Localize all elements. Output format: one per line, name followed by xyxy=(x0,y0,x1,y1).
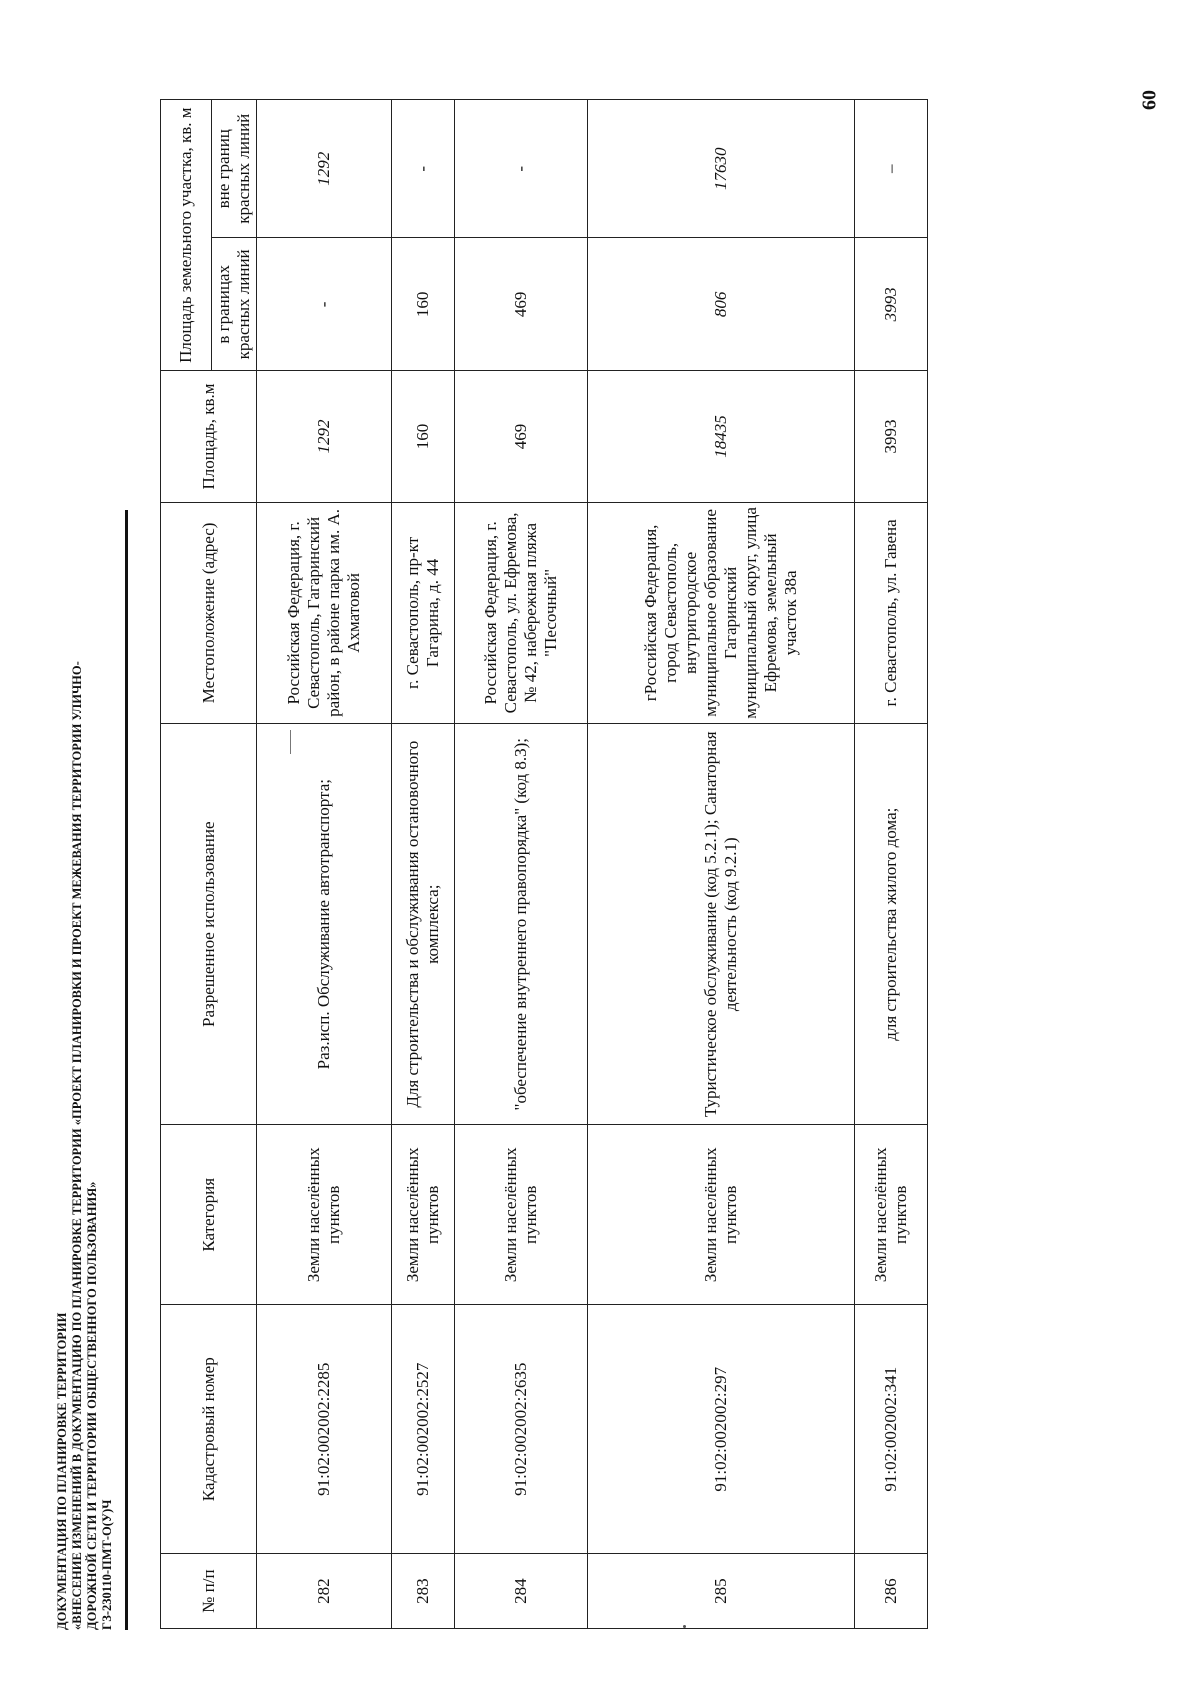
cell-cadastral: 91:02:002002:297 xyxy=(588,1305,855,1554)
cell-num: 285 xyxy=(588,1554,855,1629)
header-divider xyxy=(125,510,128,1630)
header-outside-red-lines: вне границ красных линий xyxy=(212,100,257,238)
cell-outside: - xyxy=(392,100,455,238)
cell-area: 1292 xyxy=(257,371,392,502)
page-number: 60 xyxy=(1138,90,1161,110)
cell-permitted-use: для строительства жилого дома; xyxy=(855,724,928,1125)
header-permitted-use: Разрешенное использование xyxy=(161,724,257,1125)
cell-location: гРоссийская Федерация, город Севастополь, внутригородское муниципальное образование Гагаринский муниципальный округ, улица Ефремова, земельный участок 38а xyxy=(588,502,855,723)
cell-permitted-use: "обеспечение внутреннего правопорядка" (код 8.3); xyxy=(455,724,588,1125)
table-row xyxy=(588,100,855,1629)
cell-within: - xyxy=(257,238,392,371)
rotated-document-page xyxy=(55,80,1155,1630)
header-num: № п/п xyxy=(161,1554,257,1629)
header-category: Категория xyxy=(161,1125,257,1305)
cell-area: 160 xyxy=(392,371,455,502)
cell-area: 469 xyxy=(455,371,588,502)
table-row xyxy=(392,100,455,1629)
cell-cadastral: 91:02:002002:341 xyxy=(855,1305,928,1554)
cell-cadastral: 91:02:002002:2635 xyxy=(455,1305,588,1554)
cell-within: 160 xyxy=(392,238,455,371)
cell-cadastral: 91:02:002002:2527 xyxy=(392,1305,455,1554)
cell-location: г. Севастополь, пр-кт Гагарина, д. 44 xyxy=(392,502,455,723)
cell-category: Земли населённых пунктов xyxy=(455,1125,588,1305)
cell-outside: - xyxy=(455,100,588,238)
cell-category: Земли населённых пунктов xyxy=(588,1125,855,1305)
cell-category: Земли населённых пунктов xyxy=(855,1125,928,1305)
header-line-2: «ВНЕСЕНИЕ ИЗМЕНЕНИЙ В ДОКУМЕНТАЦИЮ ПО ПЛАНИРОВКЕ ТЕРРИТОРИИ «ПРОЕКТ ПЛАНИРОВКИ И ПРОЕКТ МЕЖЕВАНИЯ ТЕРРИТОРИИ УЛИЧНО- xyxy=(70,661,84,1630)
cell-num: 284 xyxy=(455,1554,588,1629)
cell-permitted-use: Туристическое обслуживание (код 5.2.1); Санаторная деятельность (код 9.2.1) xyxy=(588,724,855,1125)
cell-cadastral: 91:02:002002:2285 xyxy=(257,1305,392,1554)
header-within-red-lines: в границах красных линий xyxy=(212,238,257,371)
header-cadastral-number: Кадастровый номер xyxy=(161,1305,257,1554)
cell-within: 806 xyxy=(588,238,855,371)
cell-within: 3993 xyxy=(855,238,928,371)
table-row xyxy=(257,100,392,1629)
cell-location: Российская Федерация, г. Севастополь, ул. Ефремова, № 42, набережная пляжа "Песочный" xyxy=(455,502,588,723)
document-header xyxy=(55,90,115,1630)
cell-num: 282 xyxy=(257,1554,392,1629)
header-line-3: ДОРОЖНОЙ СЕТИ И ТЕРРИТОРИИ ОБЩЕСТВЕННОГО ПОЛЬЗОВАНИЯ» xyxy=(85,1181,99,1630)
cell-num: 286 xyxy=(855,1554,928,1629)
header-line-1: ДОКУМЕНТАЦИЯ ПО ПЛАНИРОВКЕ ТЕРРИТОРИИ xyxy=(55,1312,69,1630)
header-location: Местоположение (адрес) xyxy=(161,502,257,723)
header-area: Площадь, кв.м xyxy=(161,371,257,502)
cell-location: Российская Федерация, г. Севастополь, Гагаринский район, в районе парка им. А. Ахматовой xyxy=(257,502,392,723)
scan-artifact-line xyxy=(290,730,291,754)
cell-category: Земли населённых пунктов xyxy=(257,1125,392,1305)
cell-area: 18435 xyxy=(588,371,855,502)
scan-artifact-dot xyxy=(683,1625,686,1628)
land-plots-table xyxy=(160,99,928,1629)
header-plot-area: Площадь земельного участка, кв. м xyxy=(161,100,212,371)
cell-permitted-use: Раз.исп. Обслуживание автотранспорта; xyxy=(257,724,392,1125)
cell-permitted-use: Для строительства и обслуживания остановочного комплекса; xyxy=(392,724,455,1125)
cell-category: Земли населённых пунктов xyxy=(392,1125,455,1305)
cell-outside: 17630 xyxy=(588,100,855,238)
cell-outside: 1292 xyxy=(257,100,392,238)
cell-outside: – xyxy=(855,100,928,238)
header-line-4: ГЗ-230110-ПМТ-О(У)Ч xyxy=(100,1499,114,1630)
cell-num: 283 xyxy=(392,1554,455,1629)
table-row xyxy=(455,100,588,1629)
table-row xyxy=(855,100,928,1629)
cell-within: 469 xyxy=(455,238,588,371)
cell-area: 3993 xyxy=(855,371,928,502)
cell-location: г. Севастополь, ул. Гавена xyxy=(855,502,928,723)
